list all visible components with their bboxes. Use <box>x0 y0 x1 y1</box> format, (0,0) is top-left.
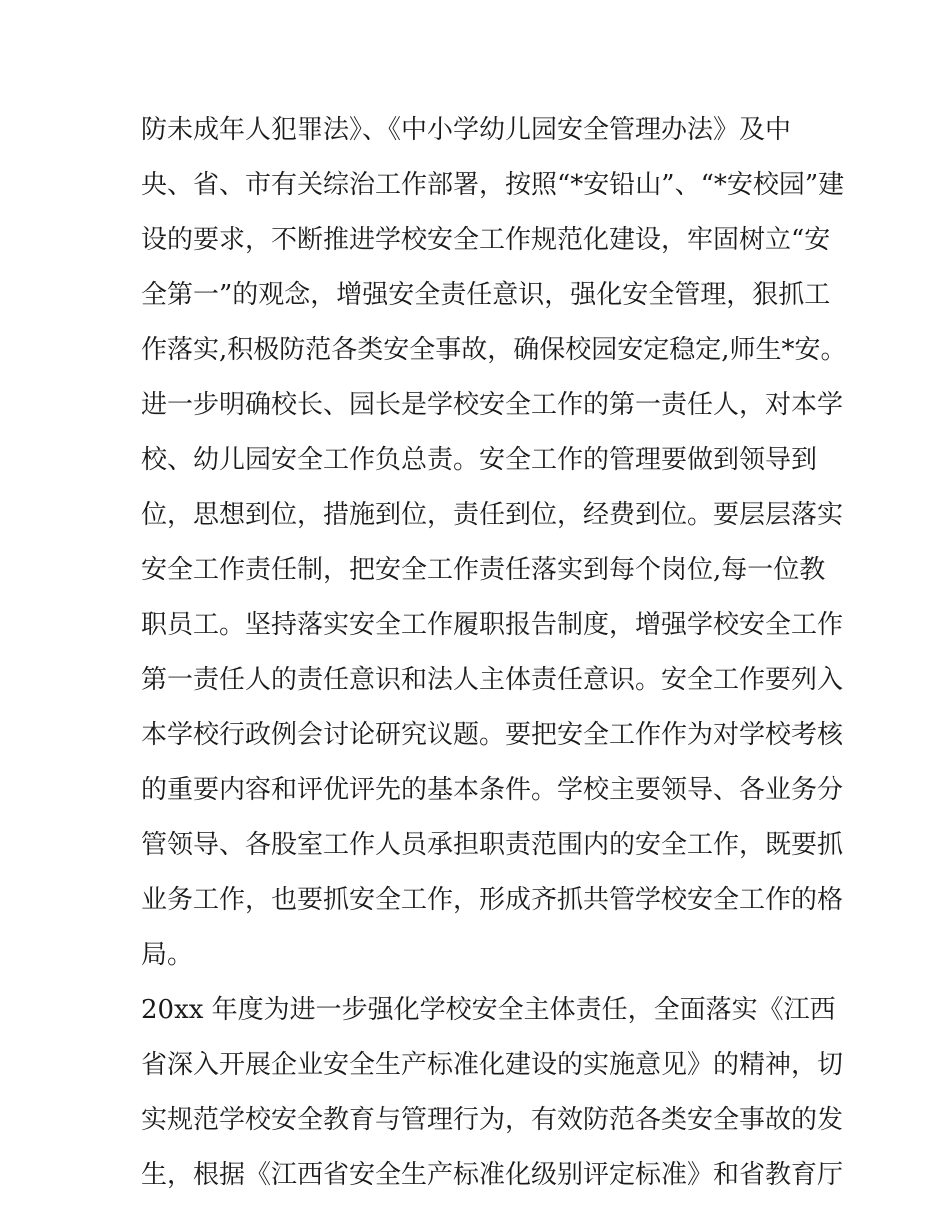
text-line: 设的要求，不断推进学校安全工作规范化建设，牢固树立“安 <box>141 225 831 255</box>
text-line: 进一步明确校长、园长是学校安全工作的第一责任人，对本学 <box>141 390 844 420</box>
text-line: 生，根据《江西省安全生产标准化级别评定标准》和省教育厅 <box>141 1160 844 1190</box>
text-line: 业务工作，也要抓安全工作，形成齐抓共管学校安全工作的格 <box>141 885 844 915</box>
text-line: 省深入开展企业安全生产标准化建设的实施意见》的精神，切 <box>141 1050 844 1080</box>
text-line: 位，思想到位，措施到位，责任到位，经费到位。要层层落实 <box>141 500 844 530</box>
text-line: 20xx 年度为进一步强化学校安全主体责任，全面落实《江西 <box>141 995 836 1025</box>
text-line: 实规范学校安全教育与管理行为，有效防范各类安全事故的发 <box>141 1105 844 1135</box>
text-line: 作落实,积极防范各类安全事故，确保校园安定稳定,师生*安。 <box>141 335 847 365</box>
text-line: 全第一”的观念，增强安全责任意识，强化安全管理，狠抓工 <box>141 280 831 310</box>
text-line: 的重要内容和评优评先的基本条件。学校主要领导、各业务分 <box>141 775 844 805</box>
text-line: 校、幼儿园安全工作负总责。安全工作的管理要做到领导到 <box>141 445 818 475</box>
text-line: 第一责任人的责任意识和法人主体责任意识。安全工作要列入 <box>141 665 844 695</box>
text-line: 职员工。坚持落实安全工作履职报告制度，增强学校安全工作 <box>141 610 844 640</box>
text-line: 央、省、市有关综治工作部署，按照“*安铅山”、“*安校园”建 <box>141 170 845 200</box>
text-line: 管领导、各股室工作人员承担职责范围内的安全工作，既要抓 <box>141 830 844 860</box>
text-line: 本学校行政例会讨论研究议题。要把安全工作作为对学校考核 <box>141 720 844 750</box>
text-line: 安全工作责任制，把安全工作责任落实到每个岗位,每一位教 <box>141 555 826 585</box>
text-line: 防未成年人犯罪法》、《中小学幼儿园安全管理办法》及中 <box>141 115 792 145</box>
text-line: 局。 <box>141 940 194 970</box>
